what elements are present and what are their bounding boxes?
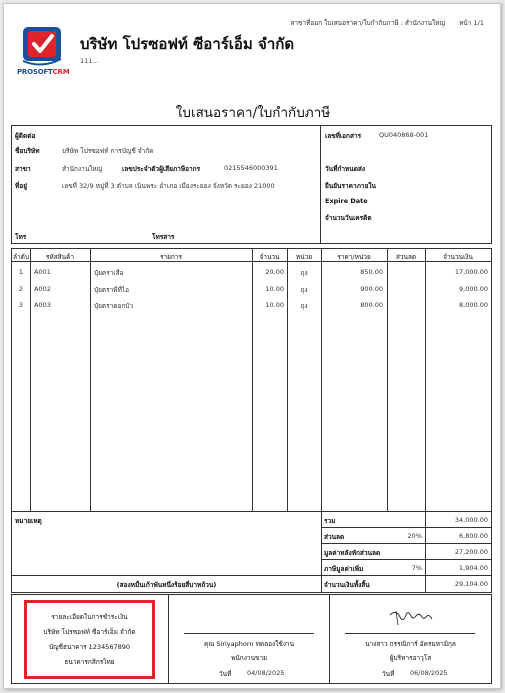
note-label: หมายเหตุ [15, 517, 42, 525]
table-row-2-code: A002 [34, 285, 51, 293]
items-table [11, 248, 492, 512]
summary-box [11, 511, 492, 593]
sales-name: คุณ Siriyaphorn ทดลองใช้งาน [203, 640, 295, 648]
table-row-3-unit-price: 800.00 [360, 301, 383, 309]
payment-company: บริษัท โปรซอฟท์ ซีอาร์เอ็ม จำกัด [43, 628, 136, 636]
page-number: หน้า 1/1 [459, 19, 484, 27]
credit-days-label: จำนวนวันเครดิต [325, 214, 372, 222]
payment-account: บัญชีธนาคาร 1234567890 [48, 643, 131, 651]
table-row-2-description: ปุ๋ยตราพีทีไอ [94, 286, 130, 294]
sales-role: พนักงานขาย [231, 654, 267, 662]
col-header-amount: จำนวนเงิน [443, 253, 473, 261]
manager-date-label: วันที่ [382, 670, 395, 678]
table-row-3-no: 3 [18, 301, 24, 309]
discount-value: 6,800.00 [459, 532, 488, 540]
logo-text-crm: CRM [52, 68, 70, 76]
sales-signature-box [168, 594, 330, 684]
total-label: รวม [324, 517, 336, 525]
company-logo [17, 25, 69, 83]
manager-signature-scribble [388, 607, 438, 629]
manager-name: นางสาว กรรณิการ์ อัครมหามิกุล [365, 640, 456, 648]
price-valid-label: ยืนยันราคาภายใน [325, 182, 377, 190]
grand-total-label: จำนวนเงินทั้งสิ้น [324, 581, 370, 589]
manager-signature-box [329, 594, 492, 684]
issuing-branch-label: สาขาที่ออก ใบเสนอราคา/ใบกำกับภาษี : สำนักงานใหญ่ [290, 19, 446, 27]
company-address: 111... [80, 57, 99, 65]
customer-branch: สำนักงานใหญ่ [62, 165, 103, 173]
grand-total-value: 29,104.00 [454, 580, 488, 588]
table-row-2-unit-price: 900.00 [360, 285, 383, 293]
table-row-2-unit: ถุง [300, 286, 308, 294]
amount-in-words: (สองหมื่นเก้าพันหนึ่งร้อยสี่บาทถ้วน) [116, 581, 217, 589]
col-header-no: ลำดับ [13, 253, 29, 261]
expire-date-label: Expire Date [325, 197, 368, 205]
manager-date-value: 06/08/2025 [410, 669, 448, 677]
vat-value: 1,904.00 [459, 564, 488, 572]
col-header-description: รายการ [159, 253, 183, 261]
table-row-2-no: 2 [18, 285, 24, 293]
after-discount-label: มูลค่าหลังหักส่วนลด [324, 549, 381, 557]
table-row-1-description: ปุ๋ยคราเสือ [94, 269, 124, 277]
table-row-3-code: A003 [34, 301, 51, 309]
quotation-page [3, 3, 501, 689]
table-row-1-unit: ถุง [300, 269, 308, 277]
company-name: บริษัท โปรซอฟท์ ซีอาร์เอ็ม จำกัด [80, 35, 295, 53]
col-header-unit: หน่วย [295, 253, 313, 261]
table-row-3-qty: 10.00 [265, 301, 284, 309]
fax-label: โทรสาร [152, 233, 175, 241]
table-row-1-unit-price: 850.00 [360, 268, 383, 276]
table-row-3-amount: 8,000.00 [459, 301, 488, 309]
col-header-unit-price: ราคา/หน่วย [337, 253, 371, 261]
table-row-1-qty: 20.00 [265, 268, 284, 276]
docno-label: เลขที่เอกสาร [325, 132, 362, 140]
col-header-discount: ส่วนลด [395, 253, 417, 261]
table-row-3-description: ปุ๋ยตราดอกบัว [94, 302, 134, 310]
col-header-code: รหัสสินค้า [45, 253, 75, 261]
docno-value: QU040868-001 [379, 131, 429, 139]
table-row-1-amount: 17,000.00 [454, 268, 488, 276]
sales-date-label: วันที่ [219, 670, 232, 678]
total-value: 34,000.00 [454, 516, 488, 524]
branch-label: สาขา [15, 165, 31, 173]
table-row-1-no: 1 [18, 268, 24, 276]
document-info-box [320, 125, 492, 244]
table-row-3-unit: ถุง [300, 302, 308, 310]
document-title: ใบเสนอราคา/ใบกำกับภาษี [175, 105, 331, 121]
table-row-1-code: A001 [34, 268, 51, 276]
table-row-2-qty: 10.00 [265, 285, 284, 293]
taxid-label: เลขประจำตัวผู้เสียภาษีอากร [122, 165, 201, 173]
contact-label: ผู้ติดต่อ [15, 132, 36, 140]
payment-details-highlight [24, 600, 155, 679]
discount-percent: 20% [407, 532, 422, 540]
table-row-2-amount: 9,000.00 [459, 285, 488, 293]
company-label: ชื่อบริษัท [15, 147, 40, 155]
page-header-info [290, 18, 484, 28]
after-discount-value: 27,200.00 [454, 548, 488, 556]
sales-date-value: 04/08/2025 [247, 669, 285, 677]
customer-info-box [11, 125, 321, 244]
manager-role: ผู้บริหารอาวุโส [389, 654, 432, 662]
delivery-date-label: วันที่กำหนดส่ง [325, 165, 366, 173]
payment-title: รายละเอียดในการชำระเงิน [51, 613, 128, 621]
logo-text-prosoft: PROSOFT [17, 68, 53, 76]
vat-label: ภาษีมูลค่าเพิ่ม [324, 565, 364, 573]
vat-percent: 7% [411, 564, 422, 572]
customer-taxid: 0215546000391 [224, 164, 278, 172]
payment-bank: ธนาคารกสิกรไทย [64, 658, 115, 666]
customer-address: เลขที่ 32/9 หมู่ที่ 3 ตำบล เนินพระ อำเภอ เมืองระยอง จังหวัด ระยอง 21000 [62, 182, 275, 190]
discount-label: ส่วนลด [324, 533, 345, 541]
customer-company-name: บริษัท โปรซอฟท์ การบัญชี จำกัด [62, 147, 154, 155]
phone-label: โทร [15, 233, 27, 241]
address-label: ที่อยู่ [15, 182, 27, 190]
col-header-qty: จำนวน [259, 253, 280, 261]
